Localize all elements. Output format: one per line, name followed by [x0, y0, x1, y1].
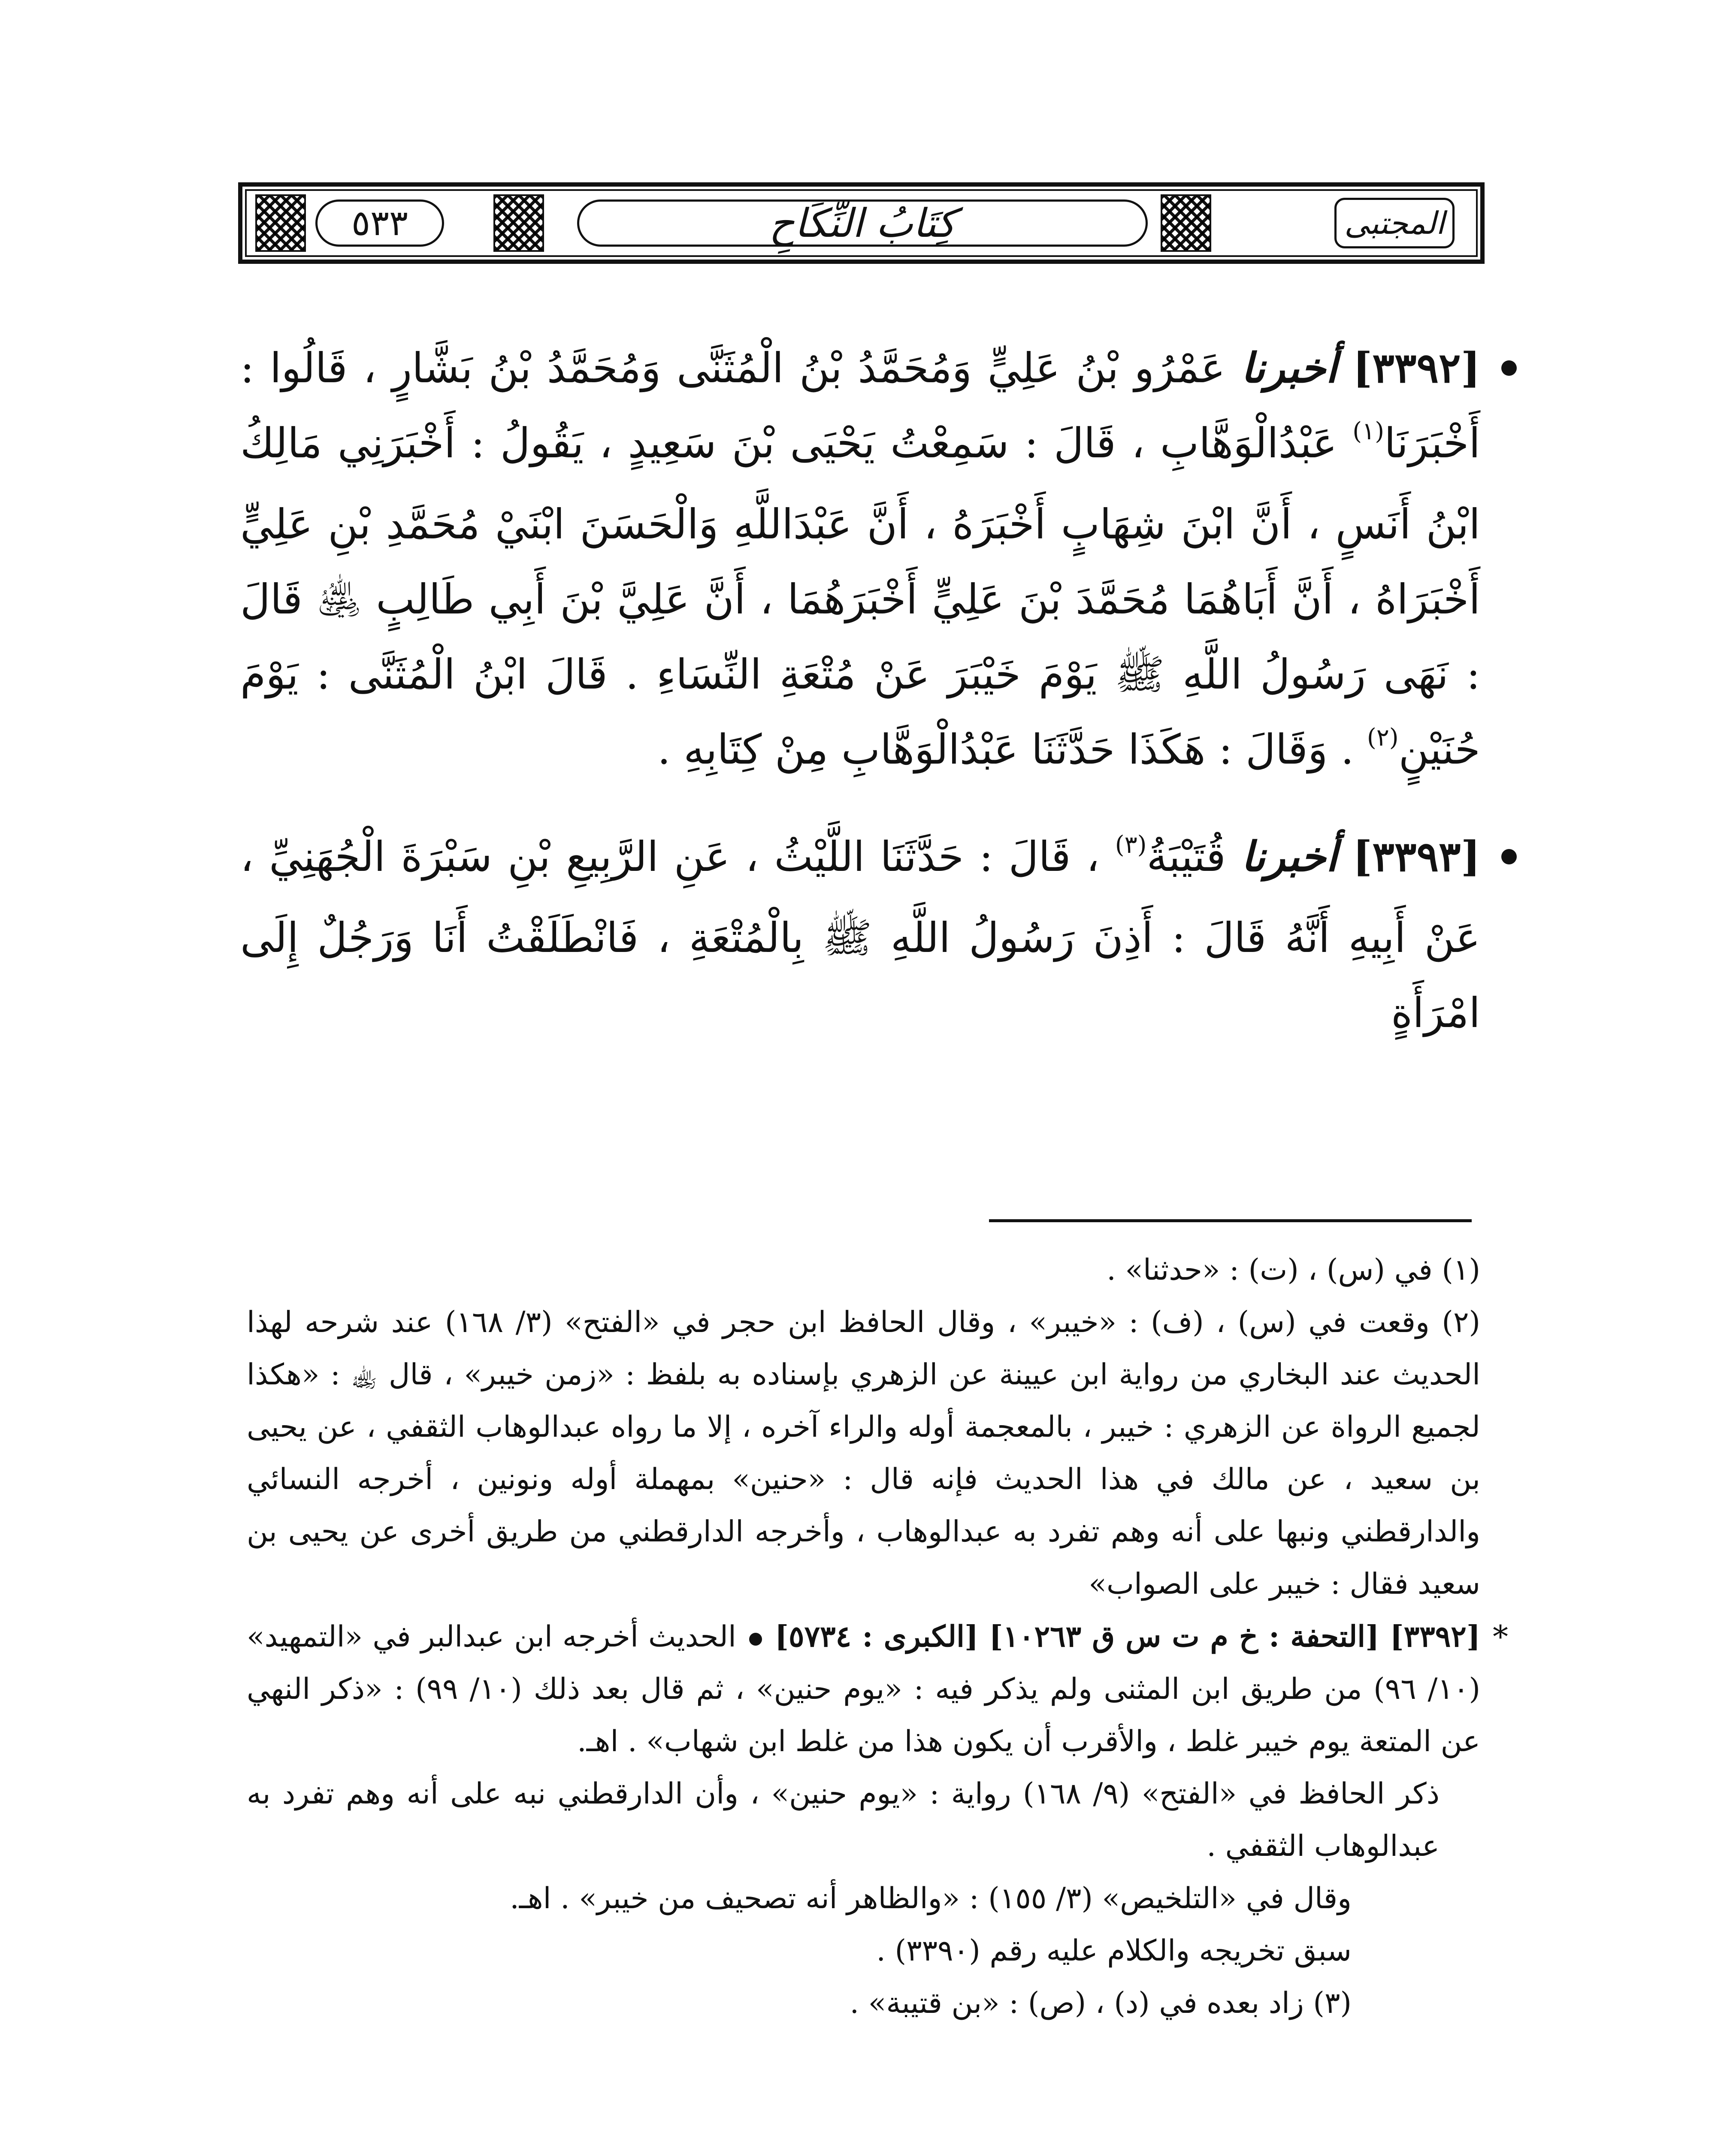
main-text — [240, 330, 1480, 1051]
hadith-number: [٣٣٩٢] — [1352, 344, 1481, 392]
book-logo: المجتبى — [1334, 198, 1455, 248]
footnote-ref-2[interactable]: (٢) — [1367, 724, 1399, 752]
takhrij-3392 — [247, 1610, 1508, 1768]
footnote-ref-1[interactable]: (١) — [1352, 417, 1385, 445]
takhrij-paragraph: ذكر الحافظ في «الفتح» (٩/ ١٦٨) رواية : «يوم حنين» ، وأن الدارقطني نبه على أنه وهم تفرد به عبدالوهاب الثقفي . — [247, 1777, 1440, 1863]
star-icon: * — [1493, 1619, 1508, 1655]
takhrij-text: الحديث أخرجه ابن عبدالبر في «التمهيد» (١٠/ ٩٦) من طريق ابن المثنى ولم يذكر فيه : «يوم حنين» ، ثم قال بعد ذلك (١٠/ ٩٩) : «ذكر النهي عن المتعة يوم خيبر غلط ، والأقرب أن يكون هذا من غلط ابن شهاب» . اهـ. — [247, 1620, 1481, 1758]
hadith-text: عَمْرُو بْنُ عَلِيٍّ وَمُحَمَّدُ بْنُ الْمُثَنَّى وَمُحَمَّدُ بْنُ بَشَّارٍ ، قَالُوا : أَخْبَرَنَا — [240, 344, 1481, 467]
footnote-separator — [989, 1219, 1472, 1222]
footnote-3: (٣) زاد بعده في (د) ، (ص) : «بن قتيبة» . — [850, 1986, 1352, 2020]
hadith-text: . وَقَالَ : هَكَذَا حَدَّثَنَا عَبْدُالْوَهَّابِ مِنْ كِتَابِهِ . — [657, 725, 1354, 773]
bullet-icon — [1501, 360, 1517, 376]
ornament-mid-right — [1161, 194, 1211, 252]
page-number: ٥٣٣ — [315, 199, 444, 247]
akhbarana-label: أخبرنا — [1241, 344, 1337, 392]
takhrij-paragraph: سبق تخريجه والكلام عليه رقم (٣٣٩٠) . — [876, 1934, 1352, 1968]
footnote-2: (٢) وقعت في (س) ، (ف) : «خيبر» ، وقال الحافظ ابن حجر في «الفتح» (٣/ ١٦٨) عند شرحه لهذا الحديث عند البخاري من رواية ابن عيينة عن الزهري بإسناده به بلفظ : «زمن خيبر» ، قال ﵀ : «هكذا لجميع الرواة عن الزهري : خيبر ، بالمعجمة أوله والراء آخره ، إلا ما رواه عبدالوهاب الثقفي ، عن يحيى بن سعيد ، عن مالك في هذا الحديث فإنه قال : «حنين» بمهملة أوله ونونين ، أخرجه النسائي والدارقطني ونبها على أنه وهم تفرد به عبدالوهاب ، وأخرجه الدارقطني من طريق أخرى عن يحيى بن سعيد فقال : خيبر على الصواب» — [247, 1305, 1480, 1601]
chapter-title: كِتَابُ النِّكَاحِ — [577, 199, 1148, 247]
takhrij-paragraph: وقال في «التلخيص» (٣/ ١٥٥) : «والظاهر أنه تصحيف من خيبر» . اهـ. — [510, 1882, 1352, 1915]
footnotes — [247, 1244, 1508, 2030]
takhrij-header: [٣٣٩٢] [التحفة : خ م ت س ق ١٠٢٦٣] [الكبرى : ٥٧٣٤] — [774, 1619, 1481, 1654]
bullet-icon — [1501, 849, 1517, 864]
footnote-1: (١) في (س) ، (ت) : «حدثنا» . — [1107, 1253, 1480, 1287]
akhbarana-label: أخبرنا — [1241, 832, 1337, 881]
dot-icon — [749, 1633, 762, 1646]
hadith-text: قُتَيْبَةُ — [1146, 833, 1226, 881]
footnote-ref-3[interactable]: (٣) — [1115, 831, 1147, 859]
hadith-3393 — [240, 819, 1480, 1051]
hadith-text: ، قَالَ : حَدَّثَنَا اللَّيْثُ ، عَنِ الرَّبِيعِ بْنِ سَبْرَةَ الْجُهَنِيِّ ، عَنْ أَبِيهِ أَنَّهُ قَالَ : أَذِنَ رَسُولُ اللَّهِ ﷺ بِالْمُتْعَةِ ، فَانْطَلَقْتُ أَنَا وَرَجُلٌ إِلَى امْرَأَةٍ — [240, 833, 1480, 1037]
page-header — [238, 182, 1485, 264]
ornament-left — [255, 194, 306, 252]
ornament-mid-left — [493, 194, 544, 252]
hadith-3392 — [240, 330, 1480, 793]
hadith-number: [٣٣٩٣] — [1352, 832, 1481, 881]
hadith-text: عَبْدُالْوَهَّابِ ، قَالَ : سَمِعْتُ يَحْيَى بْنَ سَعِيدٍ ، يَقُولُ : أَخْبَرَنِي مَالِكُ ابْنُ أَنَسٍ ، أَنَّ ابْنَ شِهَابٍ أَخْبَرَهُ ، أَنَّ عَبْدَاللَّهِ وَالْحَسَنَ ابْنَيْ مُحَمَّدِ بْنِ عَلِيٍّ أَخْبَرَاهُ ، أَنَّ أَبَاهُمَا مُحَمَّدَ بْنَ عَلِيٍّ أَخْبَرَهُمَا ، أَنَّ عَلِيَّ بْنَ أَبِي طَالِبٍ ﵁ قَالَ : نَهَى رَسُولُ اللَّهِ ﷺ يَوْمَ خَيْبَرَ عَنْ مُتْعَةِ النِّسَاءِ . قَالَ ابْنُ الْمُثَنَّى : يَوْمَ حُنَيْنٍ — [240, 419, 1481, 773]
